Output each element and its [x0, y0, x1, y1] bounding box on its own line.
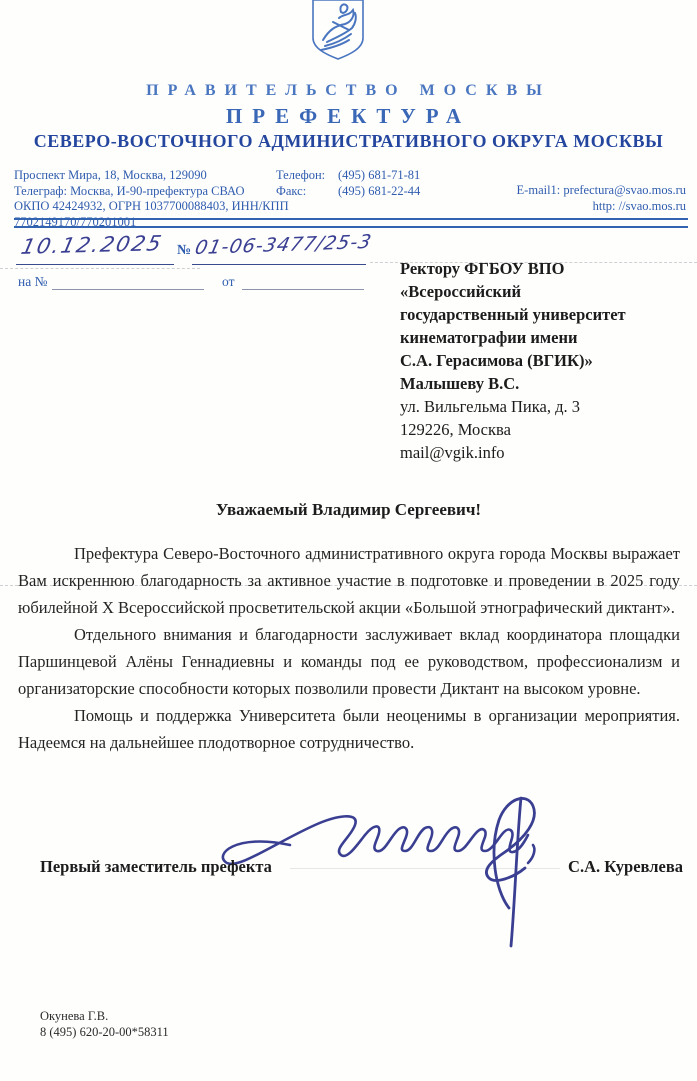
reply-to-underline	[52, 289, 204, 290]
from-label: от	[222, 274, 235, 289]
contact-telegraph: Телеграф: Москва, И-90-префектура СВАО	[14, 183, 245, 198]
scan-artifact-line	[0, 268, 200, 269]
recipient-line: Ректору ФГБОУ ВПО	[400, 259, 565, 278]
moscow-coat-of-arms-icon	[305, 0, 371, 60]
contact-registration: ОКПО 42424932, ОГРН 1037700088403, ИНН/КПП 7702149170/770201001	[14, 199, 289, 229]
recipient-line: ул. Вильгельма Пика, д. 3	[400, 397, 580, 416]
date-underline	[16, 264, 174, 265]
handwritten-date: 10.12.2025	[18, 231, 166, 259]
recipient-line: С.А. Герасимова (ВГИК)»	[400, 351, 593, 370]
reply-to-label: на №	[18, 274, 48, 289]
executor-block	[40, 1008, 169, 1040]
recipient-block	[400, 257, 690, 464]
letter-body	[18, 540, 680, 756]
from-underline	[242, 289, 364, 290]
contact-email: E-mail1: prefectura@svao.mos.ru	[516, 183, 686, 197]
contact-website: http: //svao.mos.ru	[592, 198, 686, 213]
recipient-line: Малышеву В.С.	[400, 374, 520, 393]
signer-name: С.А. Куревлева	[568, 857, 683, 876]
number-label: №	[177, 243, 192, 258]
signer-position-title: Первый заместитель префекта	[40, 857, 272, 876]
contact-phone: Телефон: (495) 681-71-81	[276, 168, 421, 182]
recipient-line: государственный университет	[400, 305, 626, 324]
salutation: Уважаемый Владимир Сергеевич!	[215, 500, 482, 519]
letterhead-divider	[14, 218, 688, 228]
org-title-government: ПРАВИТЕЛЬСТВО МОСКВЫ	[146, 82, 551, 99]
paragraph: Помощь и поддержка Университета были неоценимы в организации мероприятия. Надеемся на дальнейшее плодотворное сотрудничество.	[18, 706, 680, 752]
contact-block	[14, 168, 686, 229]
number-underline	[192, 264, 366, 265]
contact-fax: Факс: (495) 681-22-44	[276, 183, 421, 198]
signature-flourish	[465, 790, 555, 950]
executor-name: Окунева Г.В.	[40, 1009, 109, 1023]
handwritten-number: 01-06-3477/25-3	[192, 230, 375, 260]
recipient-line: «Всероссийский	[400, 282, 522, 301]
paragraph: Отдельного внимания и благодарности заслуживает вклад координатора площадки Паршинцевой Алёны Геннадиевны и команды под ее руководством, профессионализм и организаторские способности которых позволили провести Диктант на высоком уровне.	[18, 625, 680, 698]
org-title-district: СЕВЕРО-ВОСТОЧНОГО АДМИНИСТРАТИВНОГО ОКРУГА МОСКВЫ	[33, 131, 664, 151]
recipient-email: mail@vgik.info	[400, 443, 505, 462]
org-title-prefecture: ПРЕФЕКТУРА	[225, 104, 472, 128]
contact-address: Проспект Мира, 18, Москва, 129090	[14, 168, 207, 182]
recipient-line: 129226, Москва	[400, 420, 511, 439]
paragraph: Префектура Северо-Восточного административного округа города Москвы выражает Вам искреннюю благодарность за активное участие в подготовке и проведении в 2025 году юбилейной X Всероссийской просветительской акции «Большой этнографический диктант».	[18, 544, 680, 617]
recipient-line: кинематографии имени	[400, 328, 578, 347]
executor-phone: 8 (495) 620-20-00*58311	[40, 1025, 169, 1039]
